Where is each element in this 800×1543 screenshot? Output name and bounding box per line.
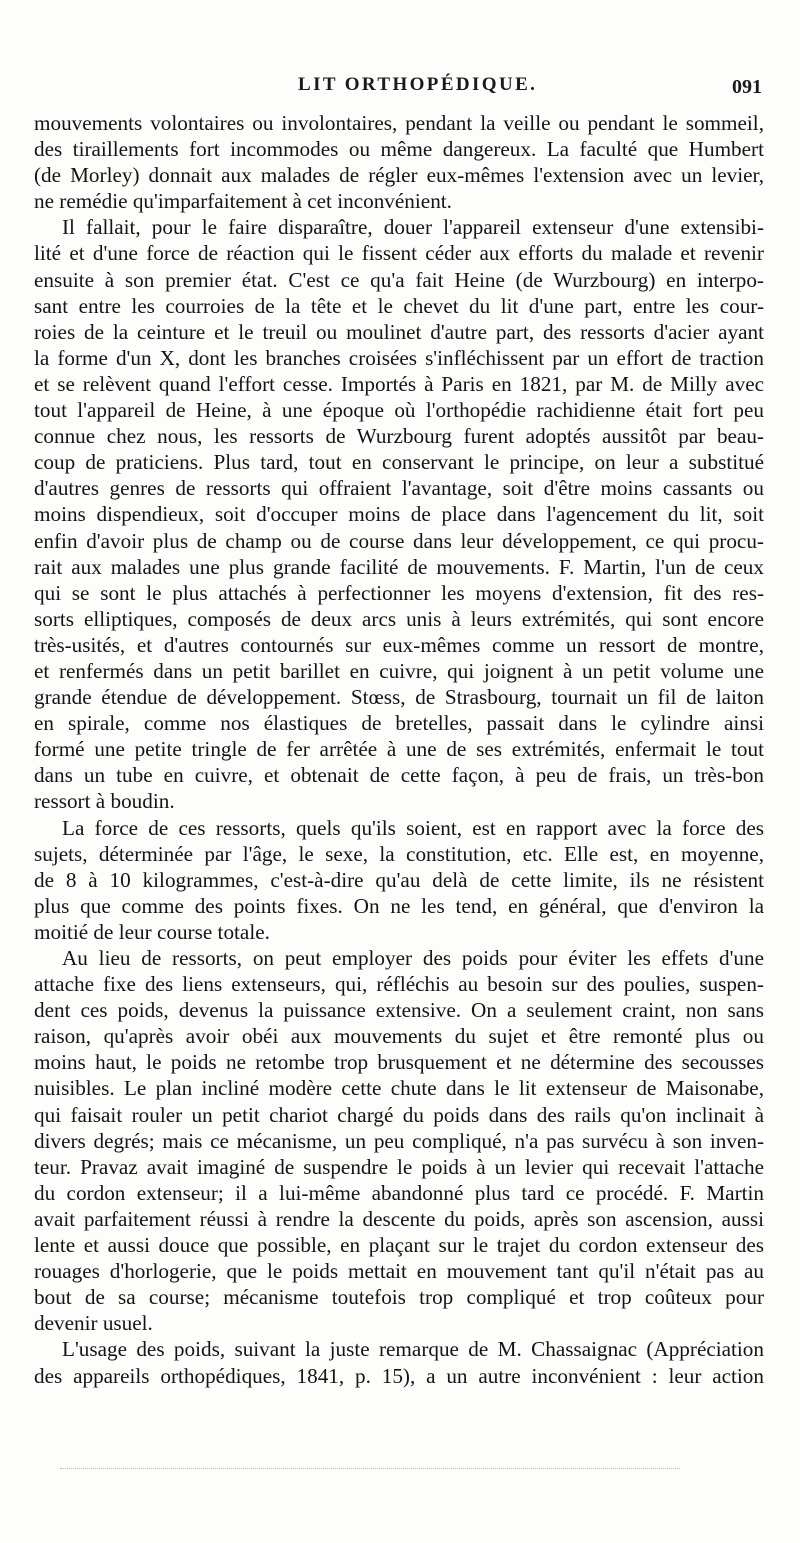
text-line: sant entre les courroies de la tête et le chevet du lit d'une part, entre les cour-: [34, 293, 764, 318]
text-line: connue chez nous, les ressorts de Wurzbourg furent adoptés aussitôt par beau-: [34, 424, 764, 449]
text-line: et renfermés dans un petit barillet en cuivre, qui joignent à un petit volume une: [34, 658, 764, 683]
text-line: rait aux malades une plus grande facilité de mouvements. F. Martin, l'un de ceux: [34, 554, 764, 579]
text-line: et se relèvent quand l'effort cesse. Importés à Paris en 1821, par M. de Milly avec: [34, 371, 764, 396]
text-line: bout de sa course; mécanisme toutefois trop compliqué et trop coûteux pour: [34, 1285, 764, 1310]
text-line: qui faisait rouler un petit chariot chargé du poids dans des rails qu'on inclinait à: [34, 1102, 764, 1127]
text-line: grande étendue de développement. Stœss, de Strasbourg, tournait un fil de laiton: [34, 685, 764, 710]
text-line: attache fixe des liens extenseurs, qui, réfléchis au besoin sur des poulies, suspen-: [34, 972, 764, 997]
text-line: mouvements volontaires ou involontaires, pendant la veille ou pendant le sommeil,: [34, 111, 764, 135]
text-line: teur. Pravaz avait imaginé de suspendre le poids à un levier qui recevait l'attache: [34, 1154, 764, 1179]
text-line: La force de ces ressorts, quels qu'ils soient, est en rapport avec la force des: [62, 815, 764, 840]
text-line: ne remédie qu'imparfaitement à cet inconvénient.: [34, 189, 452, 214]
text-line: moitié de leur course totale.: [34, 919, 270, 944]
page-number: 091: [732, 76, 762, 98]
text-line: tout l'appareil de Heine, à une époque où l'orthopédie rachidienne était fort peu: [34, 398, 764, 423]
paragraph-4: [34, 945, 764, 1336]
text-line: moins haut, le poids ne retombe trop brusquement et ne détermine des secousses: [34, 1050, 764, 1075]
text-line: dent ces poids, devenus la puissance extensive. On a seulement craint, non sans: [34, 998, 764, 1023]
text-line: d'autres genres de ressorts qui offraient l'avantage, soit d'être moins cassants ou: [34, 476, 764, 501]
paragraph-2: [34, 214, 764, 814]
text-line: rouages d'horlogerie, que le poids mettait en mouvement tant qu'il n'était pas au: [34, 1259, 764, 1284]
text-line: Au lieu de ressorts, on peut employer des poids pour éviter les effets d'une: [62, 946, 764, 970]
paragraph-5: [34, 1336, 764, 1388]
text-line: lité et d'une force de réaction qui le fissent céder aux efforts du malade et revenir: [34, 241, 764, 266]
text-line: L'usage des poids, suivant la juste remarque de M. Chassaignac (Appréciation: [62, 1337, 764, 1362]
paragraph-1: [34, 110, 764, 214]
text-line: dans un tube en cuivre, et obtenait de cette façon, à peu de frais, un très-bon: [34, 763, 764, 788]
text-line: Il fallait, pour le faire disparaître, douer l'appareil extenseur d'une extensibi-: [62, 215, 764, 240]
text-line: qui se sont le plus attachés à perfectionner les moyens d'extension, fit des res-: [34, 580, 764, 605]
text-line: en spirale, comme nos élastiques de bretelles, passait dans le cylindre ainsi: [34, 711, 764, 736]
bottom-bleed-through: [60, 1468, 680, 1469]
text-line: avait parfaitement réussi à rendre la descente du poids, après son ascension, aussi: [34, 1206, 764, 1231]
text-line: (de Morley) donnait aux malades de régler eux-mêmes l'extension avec un levier,: [34, 163, 764, 188]
text-line: très-usités, et d'autres contournés sur eux-mêmes comme un ressort de montre,: [34, 632, 764, 657]
text-line: la forme d'un X, dont les branches croisées s'infléchissent par un effort de traction: [34, 345, 764, 370]
text-line: nuisibles. Le plan incliné modère cette chute dans le lit extenseur de Maisonabe,: [34, 1076, 764, 1101]
text-line: devenir usuel.: [34, 1311, 153, 1336]
text-line: sujets, déterminée par l'âge, le sexe, la constitution, etc. Elle est, en moyenne,: [34, 841, 764, 866]
text-line: moins dispendieux, soit d'occuper moins de place dans l'agencement du lit, soit: [34, 502, 764, 527]
text-line: ressort à boudin.: [34, 789, 175, 814]
paragraph-3: [34, 815, 764, 945]
text-line: des tiraillements fort incommodes ou même dangereux. La faculté que Humbert: [34, 137, 764, 162]
text-line: coup de praticiens. Plus tard, tout en conservant le principe, on leur a substitué: [34, 450, 764, 475]
text-line: plus que comme des points fixes. On ne les tend, en général, que d'environ la: [34, 893, 764, 918]
body-text: [34, 110, 764, 1389]
text-line: divers degrés; mais ce mécanisme, un peu compliqué, n'a pas survécu à son inven-: [34, 1128, 764, 1153]
text-line: raison, qu'après avoir obéi aux mouvements du sujet et être remonté plus ou: [34, 1024, 764, 1049]
text-line: enfin d'avoir plus de champ ou de course dans leur développement, ce qui procu-: [34, 528, 764, 553]
running-title: LIT ORTHOPÉDIQUE.: [298, 74, 538, 95]
text-line: formé une petite tringle de fer arrêtée à une de ses extrémités, enfermait le tout: [34, 737, 764, 762]
text-line: des appareils orthopédiques, 1841, p. 15), a un autre inconvénient : leur action: [34, 1363, 764, 1388]
text-line: roies de la ceinture et le treuil ou moulinet d'autre part, des ressorts d'acier ayant: [34, 319, 764, 344]
text-line: ensuite à son premier état. C'est ce qu'a fait Heine (de Wurzbourg) en interpo-: [34, 267, 764, 292]
text-line: sorts elliptiques, composés de deux arcs unis à leurs extrémités, qui sont encore: [34, 606, 764, 631]
text-line: lente et aussi douce que possible, en plaçant sur le trajet du cordon extenseur des: [34, 1233, 764, 1258]
page-header: [0, 74, 800, 104]
text-line: du cordon extenseur; il a lui-même abandonné plus tard ce procédé. F. Martin: [34, 1180, 764, 1205]
text-line: de 8 à 10 kilogrammes, c'est-à-dire qu'au delà de cette limite, ils ne résistent: [34, 867, 764, 892]
